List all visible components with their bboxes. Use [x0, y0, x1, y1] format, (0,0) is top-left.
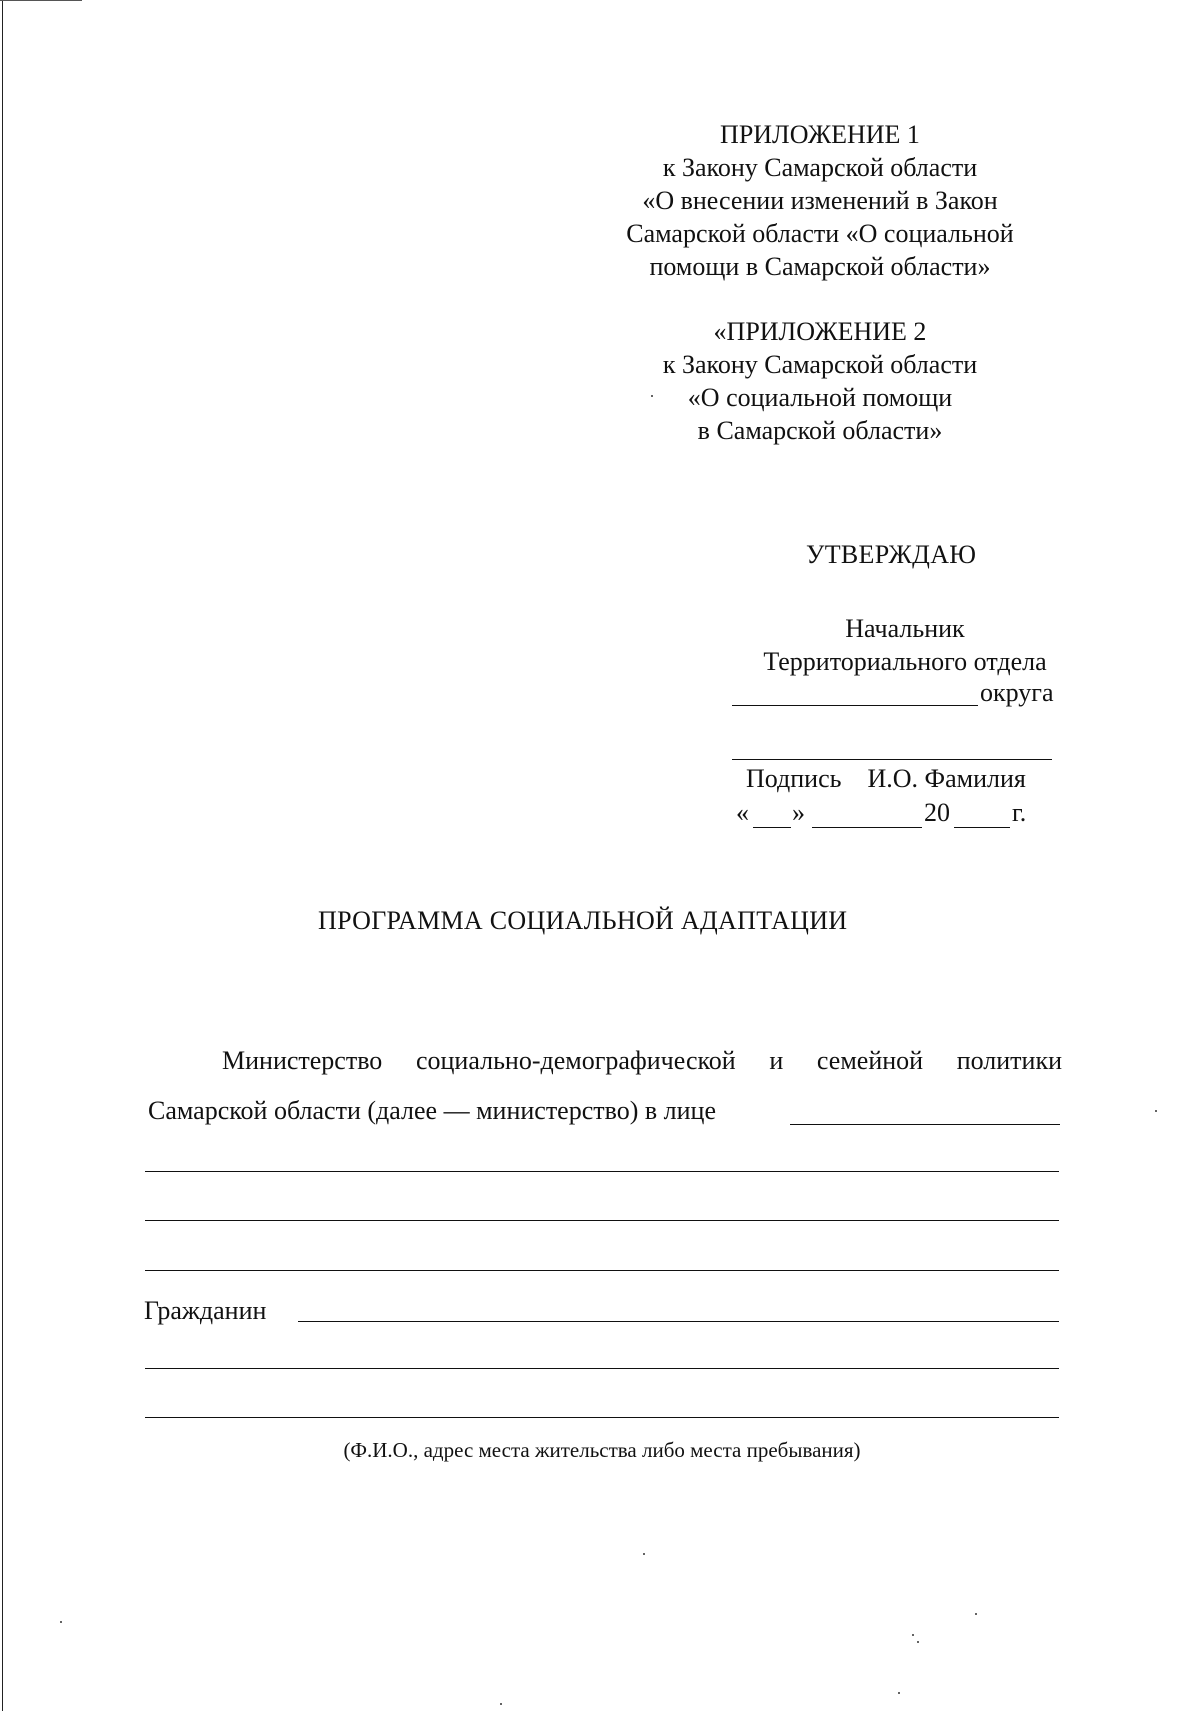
blank-line [145, 1220, 1059, 1221]
signature-labels [746, 764, 1052, 794]
appendix-1-line: ПРИЛОЖЕНИЕ 1 [720, 120, 920, 149]
appendix-2-line: «О социальной помощи [687, 383, 953, 412]
date-year-prefix: 20 [924, 798, 950, 827]
blank-line [145, 1171, 1059, 1172]
citizen-blank-line [298, 1321, 1059, 1322]
blank-line [145, 1270, 1059, 1271]
citizen-label: Гражданин [144, 1296, 267, 1325]
appendix-2-line: в Самарской области» [697, 416, 943, 445]
appendix-1-header [565, 118, 1075, 283]
program-title: ПРОГРАММА СОЦИАЛЬНОЙ АДАПТАЦИИ [318, 906, 848, 935]
date-year-suffix: г. [1012, 798, 1027, 827]
appendix-1-line: Самарской области «О социальной [626, 219, 1014, 248]
appendix-2-header [565, 315, 1075, 447]
scan-speck [917, 1641, 919, 1643]
appendix-2-line: к Закону Самарской области [662, 350, 978, 379]
scan-speck [975, 1613, 977, 1615]
district-blank-line [732, 705, 978, 706]
page-edge-line [2, 0, 3, 1711]
district-word: округа [980, 678, 1054, 707]
scan-speck [898, 1692, 900, 1694]
ministry-line-2: Самарской области (далее — министерство) в лице [148, 1096, 717, 1125]
approval-position-line: Территориального отдела [763, 647, 1047, 676]
appendix-1-line: помощи в Самарской области» [649, 252, 991, 281]
scan-speck [912, 1634, 914, 1636]
date-month-blank [812, 827, 922, 828]
appendix-2-line: «ПРИЛОЖЕНИЕ 2 [713, 317, 927, 346]
ministry-line-1: Министерство социально-демографической и семейной политики [222, 1046, 1062, 1075]
signature-label: Подпись [746, 764, 842, 793]
scan-speck [60, 1621, 62, 1623]
approval-title: УТВЕРЖДАЮ [806, 540, 977, 569]
scan-speck [1155, 1110, 1157, 1112]
date-open-quote: « [736, 798, 749, 827]
approval-position-line: Начальник [845, 614, 965, 643]
citizen-caption: (Ф.И.О., адрес места жительства либо места пребывания) [343, 1438, 861, 1462]
signature-blank-line [732, 759, 1052, 760]
date-close-quote: » [792, 798, 805, 827]
approval-position [730, 612, 1080, 678]
representative-blank-line [790, 1124, 1060, 1125]
name-label: И.О. Фамилия [867, 764, 1026, 793]
scan-artifact [0, 0, 82, 1]
blank-line [145, 1417, 1059, 1418]
scan-speck [651, 395, 653, 397]
appendix-1-line: «О внесении изменений в Закон [642, 186, 998, 215]
date-year-blank [954, 827, 1010, 828]
blank-line [145, 1368, 1059, 1369]
date-day-blank [753, 827, 791, 828]
appendix-1-line: к Закону Самарской области [662, 153, 978, 182]
scan-speck [643, 1553, 645, 1555]
approval-date [736, 798, 1086, 832]
scan-speck [500, 1703, 502, 1705]
district-row [732, 678, 1092, 712]
